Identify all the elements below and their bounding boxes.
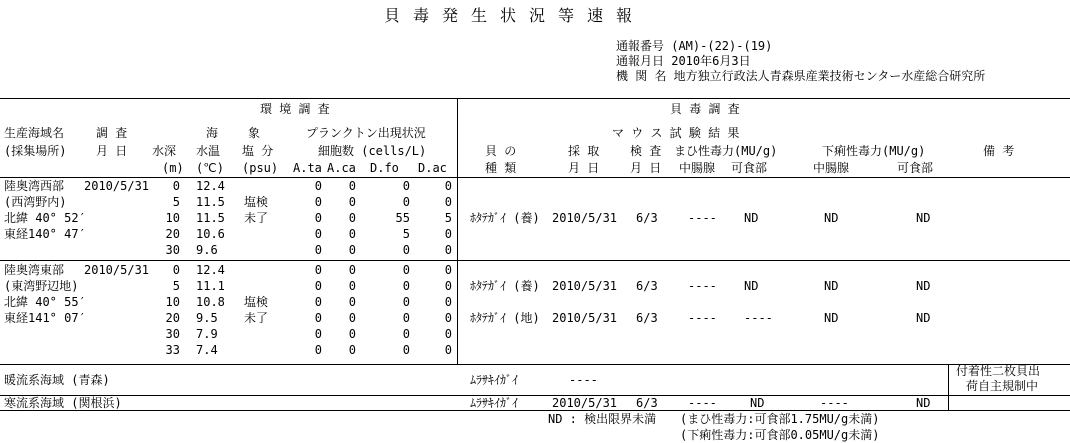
row-psp-gland: ---- [688,211,717,225]
row-shell-type: ﾎﾀﾃｶﾞｲ (養) [470,211,540,225]
row-collection-date: 2010/5/31 [552,211,618,225]
table-top-rule [0,98,1070,99]
row-aca-count: 0 [348,311,356,325]
inspection-date-header: 月 日 [630,161,662,175]
row-dsp-gland: ND [824,211,839,225]
row-psp-edible: ND [744,279,759,293]
row-dsp-gland: ND [824,279,839,293]
depth-unit: (m) [162,161,184,175]
row-depth: 0 [172,263,180,277]
row-ata-count: 0 [314,279,322,293]
row-shell-type: ﾎﾀﾃｶﾞｲ (地) [470,311,540,325]
row-dac-count: 0 [444,327,452,341]
row-depth: 10 [165,295,180,309]
row-inspection-date: 6/3 [636,311,658,325]
row-inspection-date: 6/3 [636,211,658,225]
area-divider-rule [0,364,1070,365]
warm-remark-line-2: 荷自主規制中 [966,379,1039,393]
row-aca-count: 0 [348,179,356,193]
row-dac-count: 0 [444,311,452,325]
row-area: 陸奥湾西部 [4,179,65,193]
sea-header-1: 海 [206,126,219,140]
row-temperature: 7.4 [196,343,218,357]
row-dfo-count: 0 [402,179,410,193]
warm-collection-date: ---- [569,373,598,387]
row-dfo-count: 0 [402,195,410,209]
dfo-header: D.fo [370,161,399,175]
dsp-limit-note: (下痢性毒力:可食部0.05MU/g未満) [680,428,880,442]
row-area: 東経141° 07′ [4,311,86,325]
sea-header-2: 象 [248,126,261,140]
row-ata-count: 0 [314,195,322,209]
shell-type-header: 貝 の [485,144,517,158]
row-dfo-count: 0 [402,243,410,257]
inspection-header: 検 査 [630,144,662,158]
row-area: 北緯 40° 52′ [4,211,86,225]
row-aca-count: 0 [348,243,356,257]
dac-header: D.ac [418,161,447,175]
row-temperature: 10.6 [196,227,225,241]
cold-area-name: 寒流系海域 (関根浜) [4,396,122,410]
row-dsp-gland: ND [824,311,839,325]
row-psp-edible: ---- [744,311,773,325]
row-aca-count: 0 [348,195,356,209]
row-area: (西湾野内) [4,195,67,209]
row-area: 陸奥湾東部 [4,263,65,277]
row-aca-count: 0 [348,295,356,309]
row-ata-count: 0 [314,295,322,309]
row-ata-count: 0 [314,343,322,357]
row-aca-count: 0 [348,343,356,357]
row-temperature: 11.5 [196,211,225,225]
env-survey-heading: 環 境 調 査 [260,102,330,116]
cold-dsp-gland: ---- [820,396,849,410]
row-dfo-count: 0 [402,327,410,341]
row-ata-count: 0 [314,227,322,241]
row-temperature: 9.6 [196,243,218,257]
row-dfo-count: 0 [402,311,410,325]
row-dac-count: 0 [444,279,452,293]
survey-date-header: 月 日 [96,144,128,158]
row-temperature: 12.4 [196,263,225,277]
dsp-edible-header: 可食部 [897,161,934,175]
aca-header: A.ca [327,161,356,175]
row-dfo-count: 0 [402,343,410,357]
row-dfo-count: 0 [402,279,410,293]
cold-inspection-date: 6/3 [636,396,658,410]
row-salinity: 未了 [244,211,269,225]
row-temperature: 7.9 [196,327,218,341]
cold-shell-type: ﾑﾗｻｷｲｶﾞｲ [470,396,519,410]
row-depth: 20 [165,227,180,241]
row-dsp-edible: ND [916,211,931,225]
header-bottom-rule [0,177,1070,178]
row-shell-type: ﾎﾀﾃｶﾞｲ (養) [470,279,540,293]
row-area: 北緯 40° 55′ [4,295,86,309]
area-header: 生産海域名 [4,126,65,140]
row-depth: 30 [165,327,180,341]
row-temperature: 11.1 [196,279,225,293]
row-ata-count: 0 [314,211,322,225]
row-aca-count: 0 [348,211,356,225]
nd-note: ND : 検出限界未満 [548,412,657,426]
row-depth: 30 [165,243,180,257]
row-dfo-count: 55 [395,211,410,225]
page-title: 貝毒発生状況等速報 [384,6,646,25]
collection-header: 採 取 [568,144,600,158]
row-depth: 5 [172,195,180,209]
row-temperature: 9.5 [196,311,218,325]
reporting-organization: 機 関 名 地方独立行政法人青森県産業技術センター水産総合研究所 [616,69,986,83]
row-depth: 10 [165,211,180,225]
row-dfo-count: 5 [402,227,410,241]
salinity-header: 塩 分 [242,144,274,158]
row-inspection-date: 6/3 [636,279,658,293]
psp-gland-header: 中腸腺 [679,161,716,175]
row-dac-count: 0 [444,179,452,193]
salinity-unit: (psu) [242,161,279,175]
row-psp-gland: ---- [688,311,717,325]
row-dac-count: 5 [444,211,452,225]
temp-unit: (℃) [196,161,224,175]
row-ata-count: 0 [314,311,322,325]
dsp-gland-header: 中腸腺 [813,161,850,175]
row-dac-count: 0 [444,263,452,277]
depth-header: 水深 [152,144,177,158]
row-aca-count: 0 [348,279,356,293]
area-subheader: (採集場所) [4,144,67,158]
report-number: 通報番号 (AM)-(22)-(19) [616,39,773,53]
row-temperature: 12.4 [196,179,225,193]
ata-header: A.ta [293,161,322,175]
row-dac-count: 0 [444,195,452,209]
plankton-header: プランクトン出現状況 [306,126,426,140]
row-dfo-count: 0 [402,263,410,277]
cold-dsp-edible: ND [916,396,931,410]
cold-psp-gland: ---- [688,396,717,410]
temp-header: 水温 [196,144,221,158]
row-salinity: 塩検 [244,295,269,309]
row-dsp-edible: ND [916,279,931,293]
row-ata-count: 0 [314,327,322,341]
row-depth: 5 [172,279,180,293]
shellfish-survey-heading: 貝 毒 調 査 [670,102,740,116]
column-divider [457,98,458,365]
psp-edible-header: 可食部 [731,161,768,175]
density-header: 細胞数 (cells/L) [318,144,427,158]
row-depth: 33 [165,343,180,357]
report-date: 通報月日 2010年6月3日 [616,54,751,68]
column-divider [948,364,949,410]
row-survey-date: 2010/5/31 [84,179,150,193]
row-area: (東湾野辺地) [4,279,79,293]
row-ata-count: 0 [314,243,322,257]
row-dsp-edible: ND [916,311,931,325]
psp-limit-note: (まひ性毒力:可食部1.75MU/g未満) [680,412,880,426]
row-collection-date: 2010/5/31 [552,279,618,293]
row-dfo-count: 0 [402,295,410,309]
row-aca-count: 0 [348,327,356,341]
remarks-header: 備 考 [983,144,1015,158]
mouse-test-header: マ ウ ス 試 験 結 果 [612,126,740,140]
warm-area-name: 暖流系海域 (青森) [4,373,110,387]
row-salinity: 塩検 [244,195,269,209]
row-dac-count: 0 [444,295,452,309]
row-aca-count: 0 [348,227,356,241]
row-salinity: 未了 [244,311,269,325]
area-divider-rule [0,395,1070,396]
psp-header: まひ性毒力(MU/g) [674,144,778,158]
row-temperature: 11.5 [196,195,225,209]
warm-shell-type: ﾑﾗｻｷｲｶﾞｲ [470,373,519,387]
row-dac-count: 0 [444,227,452,241]
row-temperature: 10.8 [196,295,225,309]
survey-header: 調 査 [96,126,128,140]
row-ata-count: 0 [314,263,322,277]
row-depth: 0 [172,179,180,193]
row-psp-edible: ND [744,211,759,225]
row-psp-gland: ---- [688,279,717,293]
row-dac-count: 0 [444,343,452,357]
collection-date-header: 月 日 [568,161,600,175]
row-aca-count: 0 [348,263,356,277]
row-ata-count: 0 [314,179,322,193]
row-survey-date: 2010/5/31 [84,263,150,277]
cold-collection-date: 2010/5/31 [552,396,618,410]
row-dac-count: 0 [444,243,452,257]
row-area: 東経140° 47′ [4,227,86,241]
shell-type-subheader: 種 類 [485,161,517,175]
row-depth: 20 [165,311,180,325]
row-collection-date: 2010/5/31 [552,311,618,325]
warm-remark-line-1: 付着性二枚貝出 [956,364,1041,378]
cold-psp-edible: ND [750,396,765,410]
table-bottom-rule [0,410,1070,411]
area-divider-rule [0,260,1070,261]
dsp-header: 下痢性毒力(MU/g) [822,144,926,158]
